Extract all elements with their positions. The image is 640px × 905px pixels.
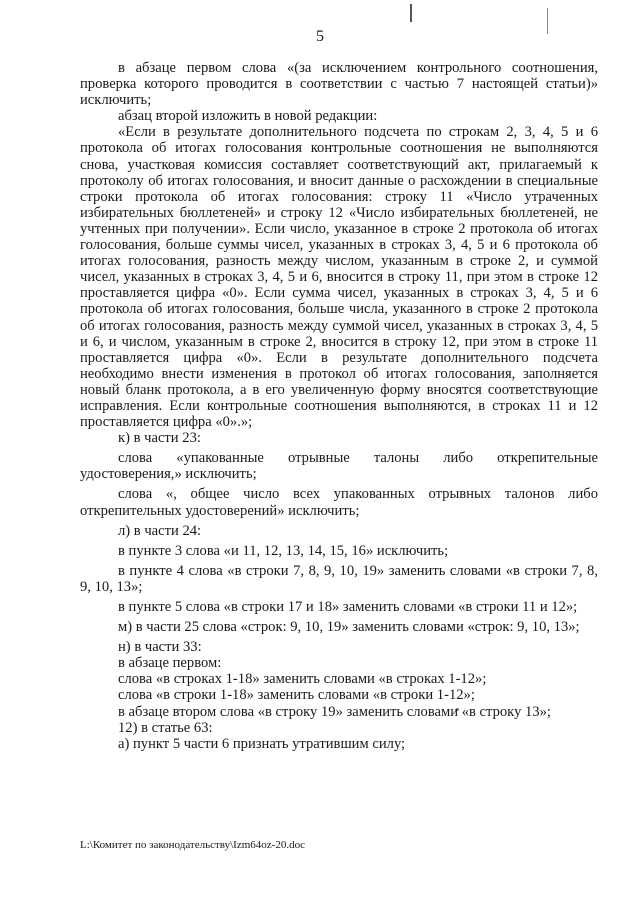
paragraph: 12) в статье 63: <box>118 719 213 736</box>
paragraph: в абзаце первом слова «(за исключением контрольного соотношения, проверка которого проводится в соответствии с частью 7 настоящей статьи)» исключить; <box>80 60 598 109</box>
scan-mark-top-right <box>547 8 548 34</box>
paragraph: слова «в строки 1-18» заменить словами «в строки 1-12»; <box>118 687 475 704</box>
paragraph: в абзаце втором слова «в строку 19» заменить словами «в строку 13»; <box>118 703 551 720</box>
paragraph: н) в части 33: <box>118 639 202 656</box>
paragraph: а) пункт 5 части 6 признать утратившим силу; <box>118 735 406 752</box>
paragraph: в пункте 5 слова «в строки 17 и 18» заменить словами «в строки 11 и 12»; <box>118 599 578 615</box>
paragraph: в абзаце первом: <box>118 655 222 672</box>
paragraph: слова «упакованные отрывные талоны либо открепительные удостоверения,» исключить; <box>80 450 598 483</box>
footer-file-path: L:\Комитет по законодательству\Izm64oz-20.doc <box>80 839 305 851</box>
document-body <box>80 60 598 752</box>
paragraph: в пункте 4 слова «в строки 7, 8, 9, 10, 19» заменить словами «в строки 7, 8, 9, 10, 13»; <box>80 562 598 595</box>
scan-mark-top <box>410 4 412 22</box>
paragraph: слова «, общее число всех упакованных отрывных талонов либо открепительных удостоверений» исключить; <box>80 486 598 519</box>
page-number: 5 <box>316 28 324 45</box>
paragraph: слова «в строках 1-18» заменить словами «в строках 1-12»; <box>118 671 487 688</box>
paragraph: «Если в результате дополнительного подсчета по строкам 2, 3, 4, 5 и 6 протокола об итогах голосования контрольные соотношения не выполняются снова, участковая комиссия составляет соответствующий акт, прилагаемый к протоколу об итогах голосования, и вносит данные о расхождении в специальные строки протокола об итогах голосования: строку 11 «Число утраченных избирательных бюллетеней» и строку 12 «Число избирательных бюллетеней, не учтенных при получении». Если число, указанное в строке 2 протокола об итогах голосования, больше суммы чисел, указанных в строках 3, 4, 5 и 6 протокола об итогах голосования, разность между числом, указанным в строке 2, и суммой чисел, указанных в строках 3, 4, 5 и 6, вносится в строку 11, при этом в строке 12 проставляется цифра «0». Если сумма чисел, указанных в строках 3, 4, 5 и 6 протокола об итогах голосования, больше числа, указанного в строке 2 протокола об итогах голосования, разность между суммой чисел, указанных в строках 3, 4, 5 и 6, и числом, указанным в строке 2, вносится в строку 12, при этом в строке 11 проставляется цифра «0». Если в результате дополнительного подсчета необходимо внести изменения в протокол об итогах голосования, заполняется новый бланк протокола, а в его увеличенную форму вносятся соответствующие исправления. Если контрольные соотношения выполняются, в строках 11 и 12 проставляется цифра «0».»; <box>80 124 598 431</box>
paragraph: абзац второй изложить в новой редакции: <box>118 108 378 125</box>
paragraph: л) в части 24: <box>118 522 202 539</box>
paragraph: к) в части 23: <box>118 430 201 447</box>
paragraph: в пункте 3 слова «и 11, 12, 13, 14, 15, 16» исключить; <box>118 542 449 559</box>
paragraph: м) в части 25 слова «строк: 9, 10, 19» заменить словами «строк: 9, 10, 13»; <box>118 619 580 636</box>
